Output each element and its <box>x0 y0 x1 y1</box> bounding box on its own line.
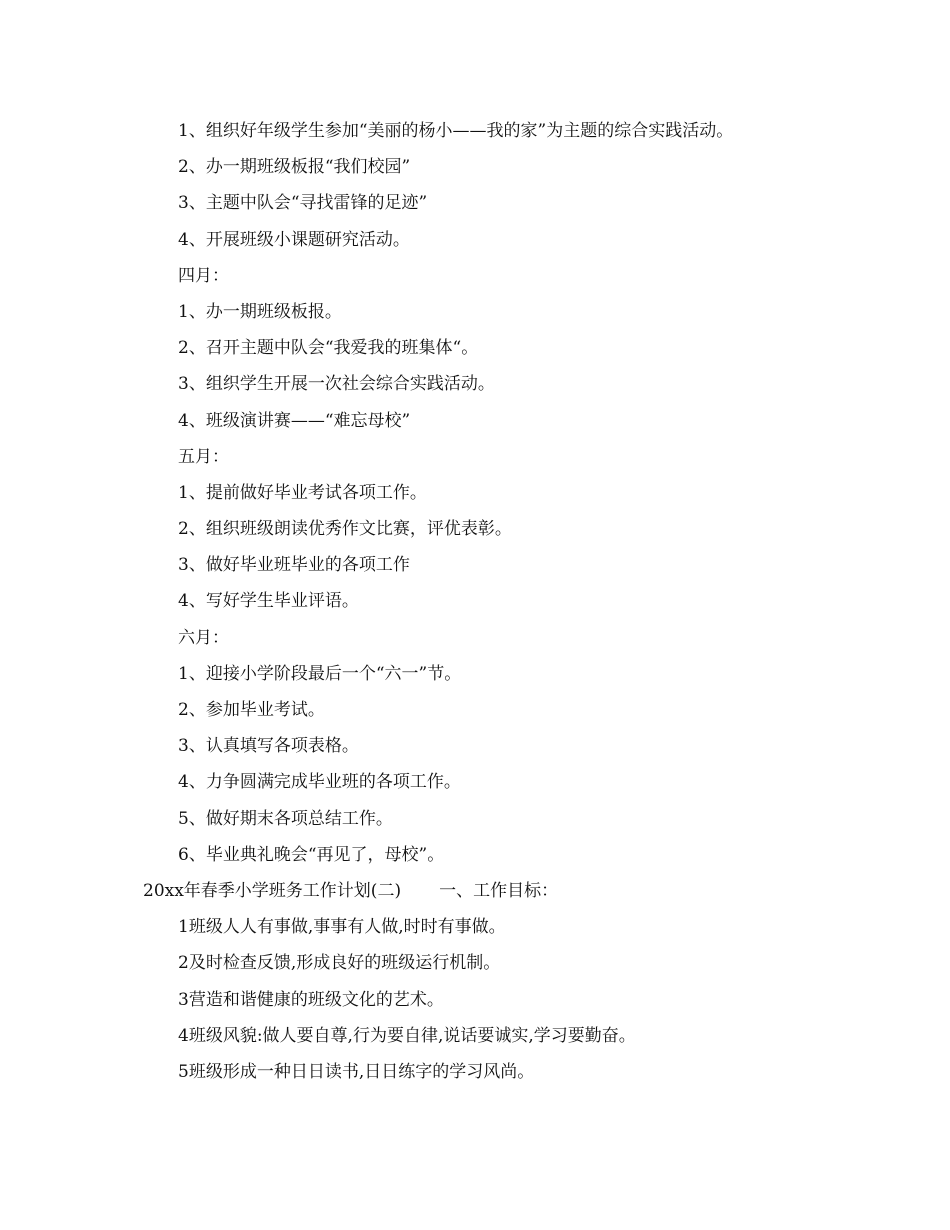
april-item-1: 1、办一期班级板报。 <box>178 301 342 322</box>
june-item-6: 6、毕业典礼晚会“再见了，母校”。 <box>178 844 445 865</box>
may-item-1: 1、提前做好毕业考试各项工作。 <box>178 482 427 503</box>
june-item-4: 4、力争圆满完成毕业班的各项工作。 <box>178 772 461 793</box>
march-item-3: 3、主题中队会“寻找雷锋的足迹” <box>178 193 428 214</box>
goal-item-4: 4班级风貌:做人要自尊,行为要自律,说话要诚实,学习要勤奋。 <box>178 1025 636 1046</box>
plan-two-title: 20xx年春季小学班务工作计划(二) <box>143 880 402 901</box>
goal-item-3: 3营造和谐健康的班级文化的艺术。 <box>178 989 444 1010</box>
may-item-3: 3、做好毕业班毕业的各项工作 <box>178 555 410 576</box>
document-body <box>0 113 950 1090</box>
june-item-1: 1、迎接小学阶段最后一个“六一”节。 <box>178 663 462 684</box>
march-item-1: 1、组织好年级学生参加“美丽的杨小——我的家”为主题的综合实践活动。 <box>178 121 734 141</box>
may-item-2: 2、组织班级朗读优秀作文比赛，评优表彰。 <box>178 519 512 540</box>
plan-two-section-heading: 一、工作目标： <box>439 880 559 901</box>
april-item-3: 3、组织学生开展一次社会综合实践活动。 <box>178 374 495 395</box>
june-item-3: 3、认真填写各项表格。 <box>178 736 359 757</box>
april-heading: 四月： <box>178 265 229 286</box>
april-item-2: 2、召开主题中队会“我爱我的班集体“。 <box>178 338 479 359</box>
march-item-2: 2、办一期班级板报“我们校园” <box>178 157 411 178</box>
march-item-4: 4、开展班级小课题研究活动。 <box>178 229 410 250</box>
goal-item-1: 1班级人人有事做,事事有人做,时时有事做。 <box>178 917 506 938</box>
may-heading: 五月： <box>178 446 229 467</box>
plan-two-heading-line <box>0 873 950 909</box>
june-heading: 六月： <box>178 627 229 648</box>
goal-item-5: 5班级形成一种日日读书,日日练字的学习风尚。 <box>178 1061 535 1082</box>
april-item-4: 4、班级演讲赛——“难忘母校” <box>178 410 411 431</box>
june-item-2: 2、参加毕业考试。 <box>178 700 325 720</box>
may-item-4: 4、写好学生毕业评语。 <box>178 591 359 612</box>
june-item-5: 5、做好期末各项总结工作。 <box>178 808 393 829</box>
goal-item-2: 2及时检查反馈,形成良好的班级运行机制。 <box>178 953 501 974</box>
